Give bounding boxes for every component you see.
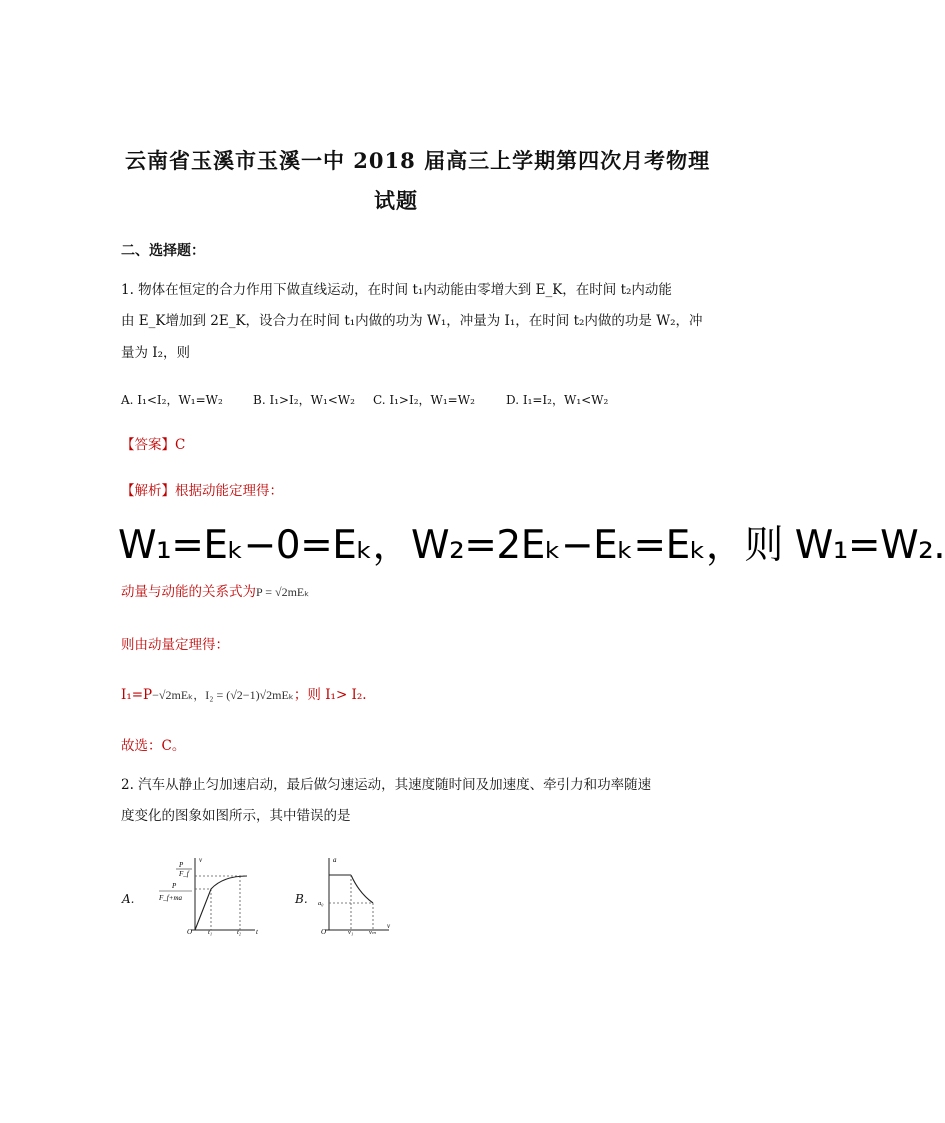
graph-a-low-num: P bbox=[172, 882, 177, 890]
graph-a-tick-t2: t₂ bbox=[237, 929, 242, 936]
q1-option-a: A. I₁<I₂，W₁=W₂ bbox=[121, 393, 223, 407]
q1-relation-text: 动量与动能的关系式为 bbox=[121, 584, 256, 600]
graph-a-x-label: t bbox=[256, 928, 258, 936]
graph-a-origin: O bbox=[187, 928, 193, 936]
graph-a-top-den: F_f bbox=[179, 870, 189, 878]
graph-a-tick-t1: t₁ bbox=[208, 929, 213, 936]
q1-impulse-red2: ；则 I₁> I₂. bbox=[293, 687, 367, 703]
q2-graph-b bbox=[315, 855, 395, 935]
q1-line1: 1. 物体在恒定的合力作用下做直线运动，在时间 t₁内动能由零增大到 E_K，在时间 t₂内动能 bbox=[121, 282, 672, 298]
q1-line2: 由 E_K增加到 2E_K，设合力在时间 t₁内做的功为 W₁，冲量为 I₁，在时间 t₂内做的功是 W₂，冲 bbox=[121, 313, 703, 329]
q1-answer: 【答案】C bbox=[121, 437, 186, 453]
graph-b-curve bbox=[351, 875, 373, 903]
q2-line1: 2. 汽车从静止匀加速启动，最后做匀速运动，其速度随时间及加速度、牵引力和功率随速 bbox=[121, 777, 652, 793]
graph-b-origin: O bbox=[321, 928, 327, 936]
graph-b-tick-vm: vₘ bbox=[369, 929, 376, 936]
q1-option-c: C. I₁>I₂，W₁=W₂ bbox=[373, 393, 475, 407]
graph-b-tick-a0: a₀ bbox=[318, 900, 324, 907]
q1-impulse-black: −√2mEₖ，I₂ = (√2−1)√2mEₖ bbox=[152, 688, 294, 702]
graph-b-y-label: a bbox=[333, 856, 337, 864]
doc-title-line2: 试题 bbox=[374, 188, 418, 213]
graph-a-top-num: P bbox=[179, 861, 184, 869]
q2-graph-a bbox=[155, 855, 265, 935]
graph-a-curve bbox=[195, 876, 247, 930]
graph-b-tick-v1: v₁ bbox=[348, 929, 354, 936]
graph-b-x-label: v bbox=[387, 922, 391, 930]
q1-line3: 量为 I₂，则 bbox=[121, 345, 191, 361]
q1-relation-formula: P = √2mEₖ bbox=[256, 585, 310, 599]
q1-option-d: D. I₁=I₂，W₁<W₂ bbox=[506, 393, 609, 407]
q1-impulse-red1: I₁=P bbox=[121, 687, 153, 703]
q1-analysis: 【解析】根据动能定理得： bbox=[121, 483, 283, 499]
q1-theorem: 则由动量定理得： bbox=[121, 637, 229, 653]
q1-relation bbox=[121, 580, 309, 600]
q2-line2: 度变化的图象如图所示，其中错误的是 bbox=[121, 808, 351, 824]
doc-title-line1: 云南省玉溪市玉溪一中 2018 届高三上学期第四次月考物理 bbox=[125, 148, 711, 173]
q2-option-b-label: B. bbox=[295, 892, 308, 906]
q1-conclusion: 故选：C。 bbox=[121, 738, 186, 754]
graph-a-y-label: v bbox=[199, 856, 203, 864]
section-heading: 二、选择题： bbox=[121, 243, 205, 259]
q1-impulse-formula bbox=[121, 683, 367, 703]
q1-big-formula: W₁=Eₖ−0=Eₖ，W₂=2Eₖ−Eₖ=Eₖ，则 W₁=W₂. bbox=[118, 523, 945, 568]
graph-a-low-den: F_f+ma bbox=[159, 894, 182, 902]
q2-option-a-label: A. bbox=[122, 892, 135, 906]
q1-option-b: B. I₁>I₂，W₁<W₂ bbox=[253, 393, 355, 407]
